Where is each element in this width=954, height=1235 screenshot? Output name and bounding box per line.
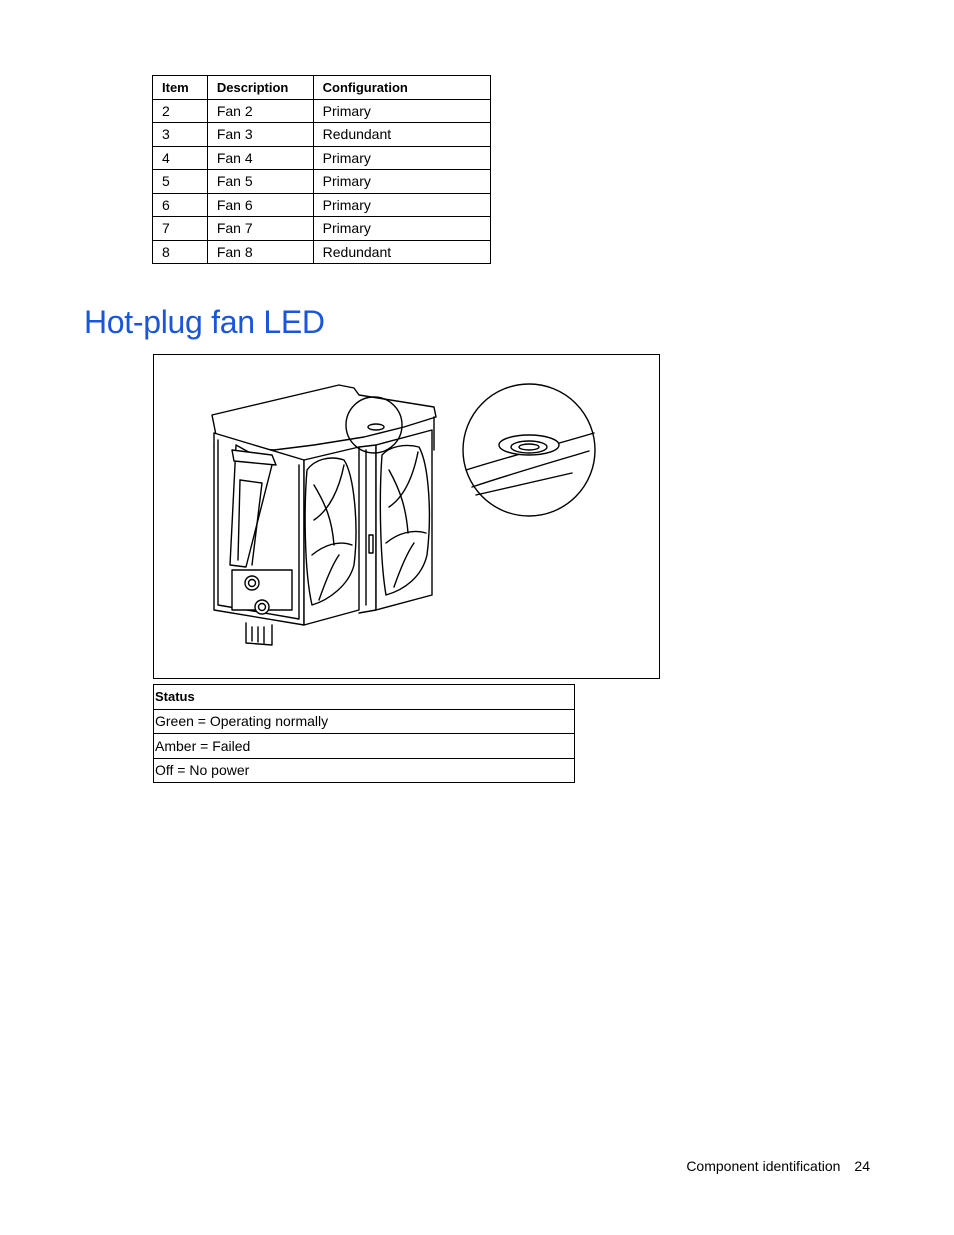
page-footer [686,1158,870,1174]
cell-configuration: Primary [313,99,490,123]
column-header-configuration: Configuration [313,76,490,100]
cell-item: 4 [153,146,208,170]
fan-configuration-table [152,75,491,264]
cell-description: Fan 4 [207,146,313,170]
table-header-row [154,685,575,710]
fan-led-figure [153,354,660,679]
column-header-status: Status [154,685,575,710]
cell-configuration: Primary [313,170,490,194]
table-row [153,123,491,147]
table-row [153,146,491,170]
cell-configuration: Redundant [313,240,490,264]
table-row [153,217,491,241]
fan-led-status-table [153,684,575,783]
table-row [154,734,575,759]
table-row [153,240,491,264]
status-off: Off = No power [154,758,575,783]
cell-description: Fan 7 [207,217,313,241]
cell-configuration: Redundant [313,123,490,147]
status-amber: Amber = Failed [154,734,575,759]
cell-item: 6 [153,193,208,217]
cell-description: Fan 3 [207,123,313,147]
column-header-item: Item [153,76,208,100]
table-row [154,758,575,783]
cell-description: Fan 6 [207,193,313,217]
cell-item: 3 [153,123,208,147]
footer-section-name: Component identification [686,1158,841,1174]
cell-configuration: Primary [313,217,490,241]
column-header-description: Description [207,76,313,100]
table-row [153,99,491,123]
table-row [154,709,575,734]
cell-item: 2 [153,99,208,123]
cell-item: 7 [153,217,208,241]
section-heading: Hot-plug fan LED [84,304,325,340]
cell-item: 5 [153,170,208,194]
status-green: Green = Operating normally [154,709,575,734]
table-row [153,193,491,217]
table-row [153,170,491,194]
cell-configuration: Primary [313,146,490,170]
cell-description: Fan 5 [207,170,313,194]
page-number: 24 [854,1158,870,1174]
cell-item: 8 [153,240,208,264]
cell-description: Fan 8 [207,240,313,264]
table-header-row [153,76,491,100]
cell-configuration: Primary [313,193,490,217]
cell-description: Fan 2 [207,99,313,123]
fan-module-illustration-icon [154,355,659,678]
